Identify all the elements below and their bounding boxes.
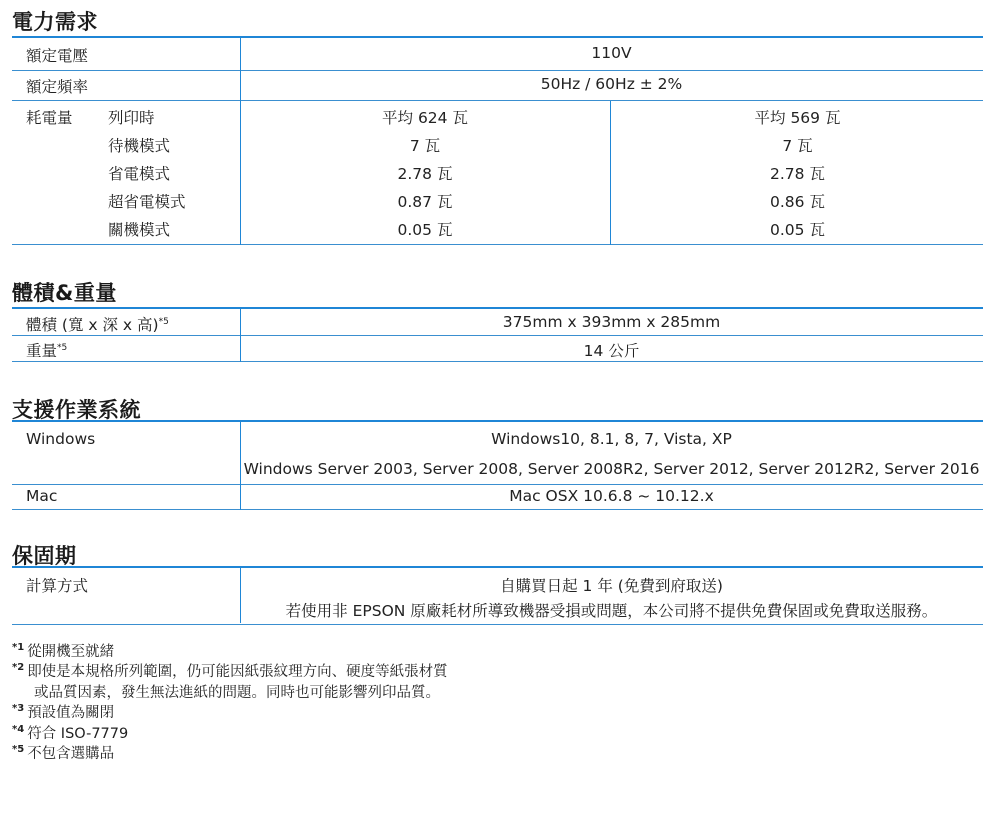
footnote-text: 不包含選購品 (27, 746, 115, 762)
dimension-label-text: 體積 (寬 x 深 x 高) (26, 316, 159, 334)
warranty-period: 自購買日起 1 年 (免費到府取送) (500, 577, 723, 595)
mode-value-a: 0.05 瓦 (397, 221, 453, 239)
footnote-text: 或品質因素，發生無法進紙的問題。同時也可能影響列印品質。 (34, 685, 440, 701)
warranty-disclaimer: 若使用非 EPSON 原廠耗材所導致機器受損或問題，本公司將不提供免費保固或免費取送服務。 (285, 602, 938, 620)
section-title-size: 體積&重量 (12, 281, 117, 305)
footnote-text: 預設值為關閉 (27, 705, 115, 721)
windows-server-versions: Windows Server 2003, Server 2008, Server 2008R2, Server 2012, Server 2012R2, Server 2016 (243, 460, 980, 478)
footnote (12, 660, 448, 681)
warranty-calc-label: 計算方式 (26, 577, 89, 595)
footnote-mark: *3 (12, 703, 25, 715)
footnote-mark: *2 (12, 662, 25, 674)
footnote (12, 742, 114, 763)
mode-label: 待機模式 (108, 137, 171, 155)
mode-value-b: 0.86 瓦 (770, 193, 825, 211)
mode-value-a: 平均 624 瓦 (382, 109, 468, 127)
mode-value-b: 2.78 瓦 (770, 165, 825, 183)
section-title-os: 支援作業系統 (12, 398, 141, 422)
footnote (12, 701, 114, 722)
mode-value-b: 0.05 瓦 (770, 221, 825, 239)
table-row (12, 483, 983, 510)
table-row (12, 70, 983, 101)
table-row (12, 36, 983, 71)
table-row (12, 420, 983, 485)
column-divider (240, 307, 241, 362)
mode-value-b: 7 瓦 (782, 137, 813, 155)
footnote (12, 640, 114, 661)
footnote-text: 符合 ISO-7779 (27, 726, 129, 742)
column-divider (240, 420, 241, 510)
rated-voltage-label: 額定電壓 (26, 47, 89, 65)
mode-label: 關機模式 (108, 221, 171, 239)
footnote-mark: *5 (158, 316, 169, 327)
table-row (12, 307, 983, 336)
footnote-text: 即使是本規格所列範圍，仍可能因紙張紋理方向、硬度等紙張材質 (27, 664, 448, 680)
windows-versions: Windows10, 8.1, 8, 7, Vista, XP (491, 430, 732, 448)
mode-label: 省電模式 (108, 165, 171, 183)
footnote-mark: *1 (12, 642, 25, 654)
footnote (34, 681, 440, 702)
column-divider (610, 101, 611, 245)
column-divider (240, 566, 241, 623)
rated-voltage-value: 110V (591, 44, 632, 62)
consumption-label: 耗電量 (26, 109, 73, 127)
rated-freq-value: 50Hz / 60Hz ± 2% (540, 75, 683, 93)
mac-label: Mac (26, 487, 58, 505)
section-title-warranty: 保固期 (12, 544, 77, 568)
weight-label (26, 339, 67, 361)
mac-versions: Mac OSX 10.6.8 ~ 10.12.x (509, 487, 714, 505)
mode-value-a: 2.78 瓦 (397, 165, 453, 183)
table-row (12, 101, 983, 245)
column-divider (240, 36, 241, 245)
dimension-label (26, 313, 169, 335)
dimension-value: 375mm x 393mm x 285mm (502, 313, 721, 331)
mode-label: 超省電模式 (108, 193, 186, 211)
mode-value-b: 平均 569 瓦 (754, 109, 841, 127)
footnote-mark: *5 (57, 342, 68, 353)
footnote-mark: *4 (12, 724, 25, 736)
table-row (12, 566, 983, 625)
table-row (12, 335, 983, 362)
weight-value: 14 公斤 (583, 342, 640, 360)
weight-label-text: 重量 (26, 342, 58, 360)
section-title-power: 電力需求 (12, 10, 98, 34)
footnote-mark: *5 (12, 744, 25, 756)
mode-value-a: 0.87 瓦 (397, 193, 453, 211)
windows-label: Windows (26, 430, 96, 448)
footnote-text: 從開機至就緒 (27, 644, 115, 660)
mode-label: 列印時 (108, 109, 155, 127)
mode-value-a: 7 瓦 (409, 137, 441, 155)
footnote (12, 722, 128, 743)
rated-freq-label: 額定頻率 (26, 78, 89, 96)
